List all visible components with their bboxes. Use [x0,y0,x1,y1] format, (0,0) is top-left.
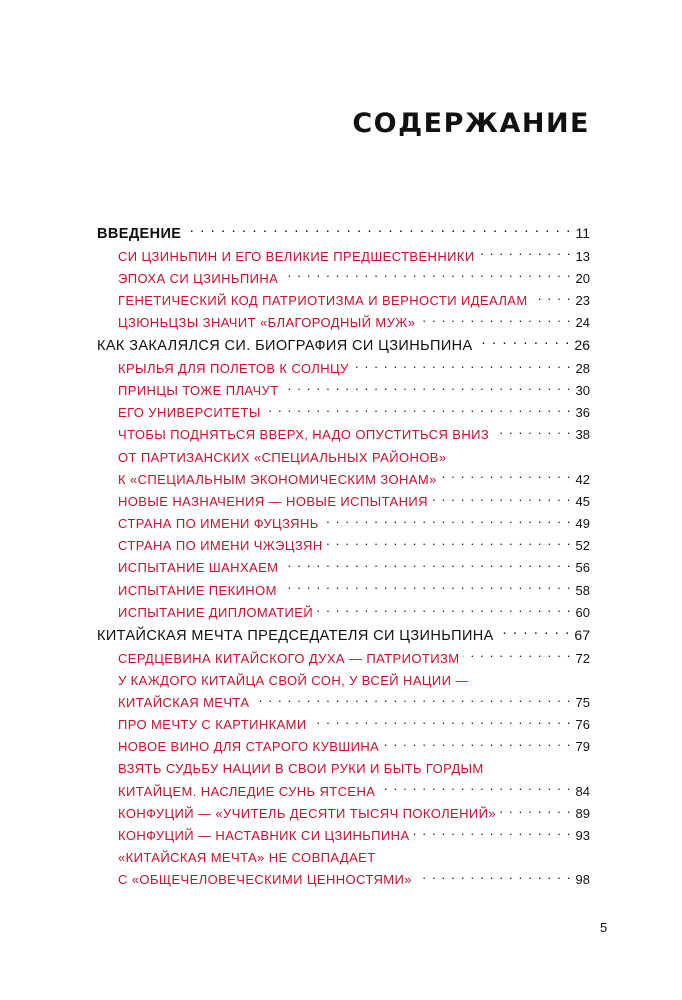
toc-entry-title: ГЕНЕТИЧЕСКИЙ КОД ПАТРИОТИЗМА И ВЕРНОСТИ ИДЕАЛАМ [118,292,528,308]
toc-item [97,268,590,290]
dot-leader [253,694,571,707]
table-of-contents [97,222,590,892]
toc-entry-title: ОТ ПАРТИЗАНСКИХ «СПЕЦИАЛЬНЫХ РАЙОНОВ» [118,449,447,465]
toc-entry-title: КИТАЙСКАЯ МЕЧТА [118,694,250,710]
toc-entry-page: 76 [575,717,590,733]
toc-entry-page: 30 [575,382,590,398]
toc-entry-title: ЧТОБЫ ПОДНЯТЬСЯ ВВЕРХ, НАДО ОПУСТИТЬСЯ ВНИЗ [118,427,490,443]
dot-leader [282,270,571,283]
toc-item [97,380,590,402]
dot-leader [479,248,572,261]
toc-entry-title: ЭПОХА СИ ЦЗИНЬПИНА [118,270,279,286]
toc-entry-page: 36 [575,405,590,421]
toc-entry-title: ЕГО УНИВЕРСИТЕТЫ [118,405,261,421]
toc-item [97,402,590,424]
toc-item [97,847,590,869]
toc-entry-title: ВВЕДЕНИЕ [97,226,182,242]
toc-entry-page: 58 [575,582,590,598]
toc-item [97,246,590,268]
toc-item [97,825,590,847]
toc-entry-title: КИТАЙСКАЯ МЕЧТА ПРЕДСЕДАТЕЛЯ СИ ЦЗИНЬПИНА [97,628,494,644]
toc-entry-title: СТРАНА ПО ИМЕНИ ФУЦЗЯНЬ [118,516,319,532]
toc-entry-page: 24 [575,315,590,331]
toc-item [97,781,590,803]
toc-entry-page: 20 [575,270,590,286]
dot-leader [493,426,571,439]
toc-entry-page: 75 [575,694,590,710]
toc-entry-title: КРЫЛЬЯ ДЛЯ ПОЛЕТОВ К СОЛНЦУ [118,360,349,376]
toc-entry-page: 67 [574,627,590,643]
page-title: СОДЕРЖАНИЕ [352,108,590,139]
toc-entry-title: НОВОЕ ВИНО ДЛЯ СТАРОГО КУВШИНА [118,739,380,755]
toc-entry-page: 28 [575,360,590,376]
dot-leader [383,738,571,751]
toc-item [97,447,590,469]
toc-entry-page: 79 [575,739,590,755]
toc-item [97,670,590,692]
toc-entry-page: 38 [575,427,590,443]
toc-entry-title: ПРО МЕЧТУ С КАРТИНКАМИ [118,717,307,733]
toc-item [97,758,590,780]
toc-entry-title: КОНФУЦИЙ — НАСТАВНИК СИ ЦЗИНЬПИНА [118,828,410,843]
toc-item [97,869,590,891]
toc-entry-title: ПРИНЦЫ ТОЖЕ ПЛАЧУТ [118,382,279,398]
toc-entry-page: 49 [575,516,590,532]
toc-section [97,624,590,648]
toc-item [97,290,590,312]
dot-leader [500,805,572,818]
toc-entry-page: 56 [575,560,590,576]
dot-leader [317,604,571,617]
toc-entry-page: 84 [575,783,590,799]
toc-entry-title: С «ОБЩЕЧЕЛОВЕЧЕСКИМИ ЦЕННОСТЯМИ» [118,872,412,888]
dot-leader [327,537,572,550]
dot-leader [419,314,571,327]
toc-entry-title: ВЗЯТЬ СУДЬБУ НАЦИИ В СВОИ РУКИ И БЫТЬ ГОРДЫМ [118,761,484,777]
dot-leader [379,783,571,796]
toc-entry-page: 23 [575,292,590,308]
toc-entry-title: СТРАНА ПО ИМЕНИ ЧЖЭЦЗЯН [118,538,323,554]
toc-item [97,358,590,380]
page-number: 5 [600,920,608,935]
toc-item [97,491,590,513]
dot-leader [414,827,572,840]
dot-leader [532,292,572,305]
toc-entry-page: 52 [575,538,590,554]
toc-entry-title: ЦЗЮНЬЦЗЫ ЗНАЧИТ «БЛАГОРОДНЫЙ МУЖ» [118,315,416,331]
toc-entry-title: НОВЫЕ НАЗНАЧЕНИЯ — НОВЫЕ ИСПЫТАНИЯ [118,493,428,509]
toc-entry-title: КИТАЙЦЕМ. НАСЛЕДИЕ СУНЬ ЯТСЕНА [118,783,376,799]
toc-entry-title: КАК ЗАКАЛЯЛСЯ СИ. БИОГРАФИЯ СИ ЦЗИНЬПИНА [97,338,473,355]
dot-leader [463,650,571,663]
toc-entry-title: ИСПЫТАНИЕ ДИПЛОМАТИЕЙ [118,604,314,620]
toc-entry-page: 60 [575,604,590,620]
toc-entry-page: 93 [575,828,590,843]
toc-entry-title: ИСПЫТАНИЕ ШАНХАЕМ [118,560,279,576]
dot-leader [311,716,572,729]
toc-entry-title: ИСПЫТАНИЕ ПЕКИНОМ [118,582,277,598]
dot-leader [265,404,572,417]
dot-leader [185,224,571,239]
dot-leader [498,626,571,641]
toc-entry-title: «КИТАЙСКАЯ МЕЧТА» НЕ СОВПАДАЕТ [118,850,376,866]
toc-item [97,736,590,758]
toc-entry-title: КОНФУЦИЙ — «УЧИТЕЛЬ ДЕСЯТИ ТЫСЯЧ ПОКОЛЕНИЙ» [118,805,497,821]
toc-item [97,312,590,334]
toc-item [97,557,590,579]
toc-entry-title: К «СПЕЦИАЛЬНЫМ ЭКОНОМИЧЕСКИМ ЗОНАМ» [118,471,437,487]
toc-item [97,469,590,491]
dot-leader [353,360,572,373]
toc-item [97,803,590,825]
toc-entry-page: 98 [575,872,590,888]
toc-section [97,334,590,358]
toc-item [97,535,590,557]
dot-leader [283,382,572,395]
toc-item [97,714,590,736]
dot-leader [281,582,572,595]
toc-item [97,424,590,446]
dot-leader [477,336,571,351]
dot-leader [432,493,572,506]
toc-entry-title: СЕРДЦЕВИНА КИТАЙСКОГО ДУХА — ПАТРИОТИЗМ [118,650,460,666]
dot-leader [416,871,572,884]
toc-item [97,580,590,602]
toc-item [97,602,590,624]
toc-entry-page: 42 [575,471,590,487]
dot-leader [441,471,572,484]
toc-item [97,692,590,714]
dot-leader [323,515,572,528]
toc-item [97,648,590,670]
toc-entry-page: 26 [574,337,590,354]
dot-leader [282,559,571,572]
toc-entry-title: У КАЖДОГО КИТАЙЦА СВОЙ СОН, У ВСЕЙ НАЦИИ — [118,672,469,688]
toc-entry-title: СИ ЦЗИНЬПИН И ЕГО ВЕЛИКИЕ ПРЕДШЕСТВЕННИКИ [118,248,475,264]
toc-entry-page: 45 [575,493,590,509]
toc-entry-page: 13 [575,248,590,264]
toc-section [97,222,590,246]
toc-entry-page: 11 [575,225,590,241]
toc-entry-page: 89 [575,805,590,821]
toc-item [97,513,590,535]
toc-entry-page: 72 [575,650,590,666]
